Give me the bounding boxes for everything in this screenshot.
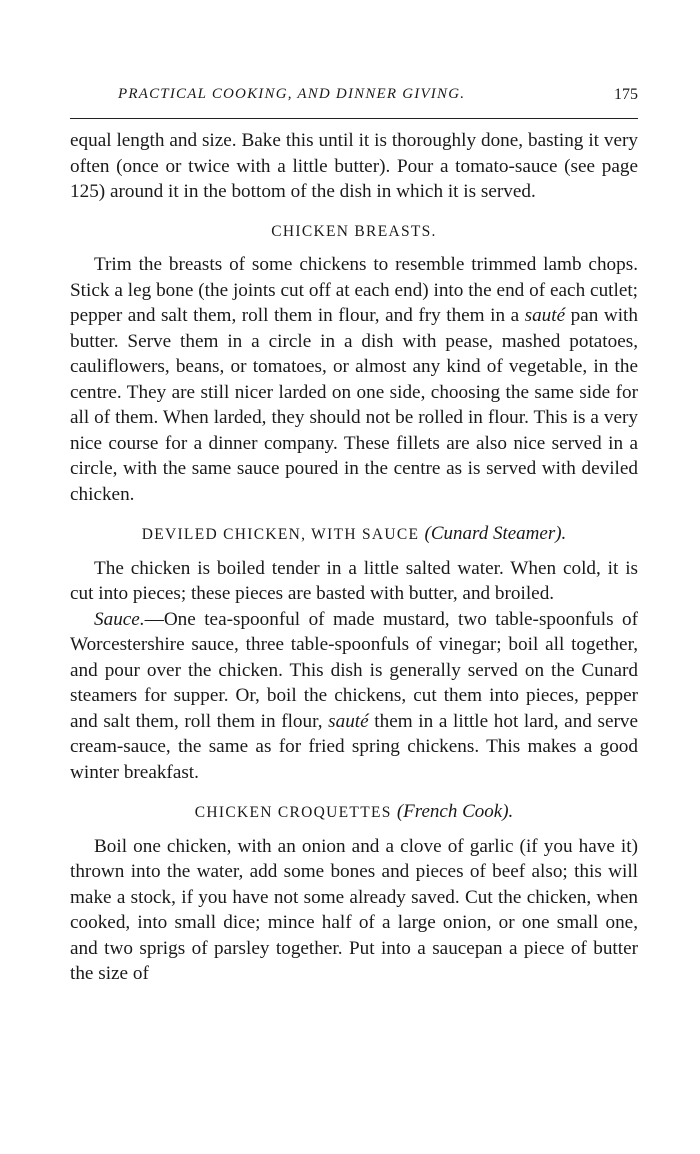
saute-term: sauté [524, 305, 566, 326]
deviled-chicken-heading-source: (Cunard Steamer). [424, 523, 567, 544]
deviled-chicken-paragraph-1: The chicken is boiled tender in a little salted water. When cold, it is cut into pieces; these pieces are basted with butter, and broiled. [70, 557, 638, 604]
page-content [70, 128, 638, 987]
deviled-chicken-heading-text: DEVILED CHICKEN, WITH SAUCE [141, 526, 420, 543]
sauce-text-a: —One tea-spoonful of made mustard, two table-spoonfuls of Worcestershire sauce, three table-spoonfuls of vinegar; boil all together, and pour over the chicken. This dish is generally served on the Cunard steamers for supper. Or, boil the chickens, cut them into pieces, pepper and salt them, roll them in flour, [70, 608, 638, 732]
deviled-chicken-sauce-paragraph [70, 607, 638, 786]
sauce-text-b: them in a little hot lard, and serve cream-sauce, the same as for fried spring chickens. This makes a good winter breakfast. [70, 710, 638, 783]
chicken-breasts-heading: CHICKEN BREASTS. [271, 222, 437, 240]
page-number: 175 [614, 86, 638, 103]
sauce-label: Sauce. [94, 608, 145, 630]
running-head [118, 86, 638, 112]
running-title: PRACTICAL COOKING, AND DINNER GIVING. [118, 86, 466, 102]
deviled-chicken-heading [70, 521, 638, 548]
chicken-croquettes-heading [70, 799, 638, 826]
chicken-croquettes-heading-text: CHICKEN CROQUETTES [194, 804, 392, 821]
chicken-croquettes-paragraph: Boil one chicken, with an onion and a clove of garlic (if you have it) thrown into the water, add some bones and pieces of beef also; this will make a stock, if you have not some already saved. Cut the chicken, when cooked, into small dice; mince half of a large onion, or one small one, and two sprigs of parsley together. Put into a saucepan a piece of butter the size of [70, 835, 638, 984]
chicken-breasts-text-b: pan with butter. Serve them in a circle in a dish with pease, mashed potatoes, cauliflowers, beans, or tomatoes, or almost any kind of vegetable, in the centre. They are still nicer larded on one side, choosing the same side for all of them. When larded, they should not be rolled in flour. This is a very nice course for a dinner company. These fillets are also nice served in a circle, with the same sauce poured in the centre as is served with deviled chicken. [70, 305, 638, 505]
chicken-breasts-text-a: Trim the breasts of some chickens to resemble trimmed lamb chops. Stick a leg bone (the joints cut off at each end) into the end of each cutlet; pepper and salt them, roll them in flour, and fry them in a [70, 254, 638, 326]
chicken-breasts-paragraph [70, 252, 638, 507]
chicken-croquettes-heading-source: (French Cook). [396, 801, 514, 822]
intro-paragraph: equal length and size. Bake this until it is thoroughly done, basting it very often (once or twice with a little butter). Pour a tomato-sauce (see page 125) around it in the bottom of the dish in which it is served. [70, 130, 638, 202]
header-rule [70, 118, 638, 119]
saute-term-2: sauté [328, 710, 369, 732]
